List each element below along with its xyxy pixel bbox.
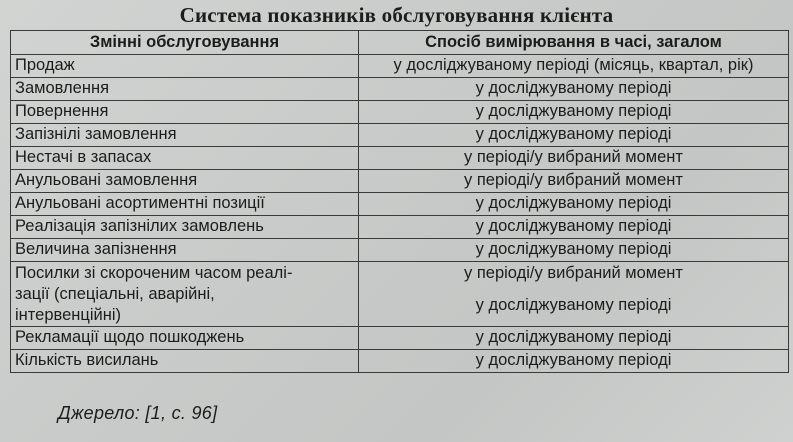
- variable-line: зації (спеціальні, аварійні,: [15, 285, 215, 303]
- method-cell: у досліджуваному періоді: [359, 101, 789, 124]
- variable-cell: [11, 262, 359, 327]
- variable-cell: Анульовані замовлення: [11, 170, 359, 193]
- method-line: у періоді/у вибраний момент: [464, 264, 683, 282]
- method-cell: [359, 350, 789, 373]
- header-measurement-method: Спосіб вимірювання в часі, загалом: [359, 31, 789, 55]
- table-row: [11, 193, 789, 216]
- method-cell: у досліджуваному періоді: [359, 78, 789, 101]
- variable-cell: Запізнілі замовлення: [11, 124, 359, 147]
- table-row: [11, 124, 789, 147]
- variable-cell: Продаж: [11, 55, 359, 78]
- table-row: [11, 239, 789, 262]
- method-cell: у досліджуваному періоді: [359, 327, 789, 350]
- method-cell: [359, 262, 789, 327]
- variable-cell: Анульовані асортиментні позиції: [11, 193, 359, 216]
- table-row: [11, 327, 789, 350]
- variable-cell: Величина запізнення: [11, 239, 359, 262]
- variable-cell: Кількість висилань: [11, 350, 359, 373]
- method-cell: у досліджуваному періоді (місяць, квартал, рік): [359, 55, 789, 78]
- table-title: Система показників обслуговування клієнта: [179, 3, 614, 27]
- variable-line: інтервенційні): [15, 306, 121, 324]
- method-cell: у періоді/у вибраний момент: [359, 170, 789, 193]
- table-row: [11, 101, 789, 124]
- method-cell: у досліджуваному періоді: [359, 124, 789, 147]
- method-cell: у періоді/у вибраний момент: [359, 147, 789, 170]
- method-cell: у досліджуваному періоді: [359, 239, 789, 262]
- variable-cell: Рекламації щодо пошкоджень: [11, 327, 359, 350]
- method-cell: у досліджуваному періоді: [359, 216, 789, 239]
- method-cell: у досліджуваному періоді: [359, 193, 789, 216]
- table-header-row: [11, 31, 789, 55]
- variable-cell: Реалізація запізнілих замовлень: [11, 216, 359, 239]
- variable-cell: Повернення: [11, 101, 359, 124]
- table-row: [11, 350, 789, 373]
- table-row: [11, 55, 789, 78]
- method-line: у досліджуваному періоді: [475, 295, 672, 314]
- table-row: [11, 262, 789, 327]
- header-variables: Змінні обслуговування: [11, 31, 359, 55]
- source-note: Джерело: [1, с. 96]: [58, 403, 218, 423]
- service-indicators-table: [10, 30, 789, 373]
- variable-line: Посилки зі скороченим часом реалі-: [15, 264, 293, 282]
- table-row: [11, 216, 789, 239]
- variable-cell: Замовлення: [11, 78, 359, 101]
- variable-cell: Нестачі в запасах: [11, 147, 359, 170]
- table-row: [11, 147, 789, 170]
- method-line: у досліджуваному періоді: [475, 351, 672, 370]
- table-row: [11, 78, 789, 101]
- table-row: [11, 170, 789, 193]
